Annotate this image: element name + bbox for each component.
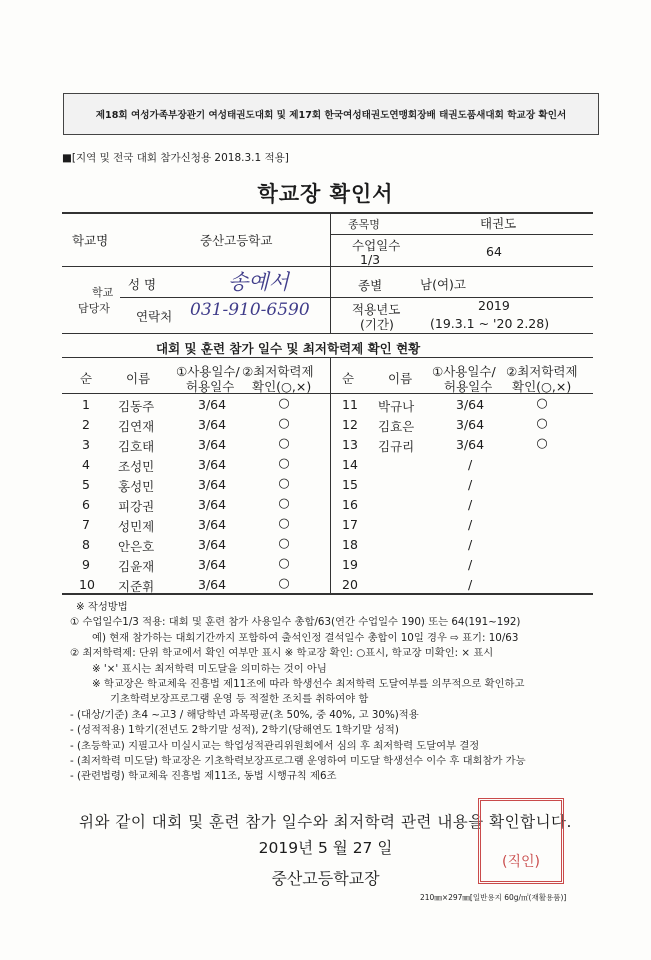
table-row-name: 김효은 <box>378 419 415 434</box>
table-row-no: 4 <box>82 457 90 472</box>
note-line: - (초등학교) 지필고사 미실시교는 학업성적관리위원회에서 심의 후 최저학력 도달여부 결정 <box>70 739 480 752</box>
year-value: 2019 <box>478 298 510 313</box>
note-line: ② 최저학력제: 단위 학교에서 확인 여부만 표시 ※ 학교장 확인: ○표시, 학교장 미확인: × 표시 <box>70 647 494 660</box>
table-row-no: 16 <box>342 497 358 512</box>
table-row-days: 3/64 <box>198 577 227 592</box>
note-line: 기초학력보장프로그램 운영 등 적절한 조치를 취하여야 함 <box>110 693 369 706</box>
table-row-days: 3/64 <box>456 417 485 432</box>
table-row-name: 피강권 <box>118 499 155 514</box>
table-row-days: / <box>468 477 473 492</box>
header-min-right-2: 확인(○,×) <box>512 379 572 394</box>
table-row-check: ○ <box>278 556 290 571</box>
table-row-days: 3/64 <box>198 537 227 552</box>
rule-table-title-bottom <box>62 357 593 358</box>
header-days-right-2: 허용일수 <box>444 379 493 394</box>
confirm-statement: 위와 같이 대회 및 훈련 참가 일수와 최저학력 관련 내용을 확인합니다. <box>79 813 572 831</box>
table-row-days: 3/64 <box>456 397 485 412</box>
manager-label-1: 학교 <box>92 286 114 299</box>
table-row-days: 3/64 <box>198 557 227 572</box>
paper-spec: 210㎜×297㎜[일반용지 60g/㎡(재활용품)] <box>420 893 567 902</box>
table-row-no: 3 <box>82 437 90 452</box>
table-row-check: ○ <box>278 576 290 591</box>
note-line: 예) 현재 참가하는 대회기간까지 포함하여 출석인정 결석일수 총합이 10일 경우 ⇨ 표기: 10/63 <box>92 631 519 644</box>
table-row-no: 19 <box>342 557 358 572</box>
table-row-check: ○ <box>536 396 548 411</box>
header-no-right: 순 <box>342 371 355 386</box>
table-row-check: ○ <box>278 456 290 471</box>
header-days-right-1: ①사용일수/ <box>432 364 496 379</box>
rule-vertical-table <box>330 357 331 593</box>
days-label-1: 수업일수 <box>352 238 401 253</box>
header-min-right-1: ②최저학력제 <box>506 364 578 379</box>
event-label: 종목명 <box>348 218 380 231</box>
table-row-days: 3/64 <box>198 497 227 512</box>
table-row-days: 3/64 <box>198 517 227 532</box>
note-line: - (대상/기준) 초4 ~고3 / 해당학년 과목평균(초 50%, 중 40%, 고 30%)적용 <box>70 708 419 721</box>
table-row-no: 6 <box>82 497 90 512</box>
table-row-no: 20 <box>342 577 358 592</box>
name-value: 송예서 <box>228 270 289 294</box>
issue-date: 2019년 5 월 27 일 <box>258 839 393 857</box>
days-label-2: 1/3 <box>360 252 381 267</box>
table-row-name: 김규리 <box>378 439 415 454</box>
year-label-2: (기간) <box>360 317 394 332</box>
table-row-no: 5 <box>82 477 90 492</box>
header-name-right: 이름 <box>388 371 413 386</box>
table-row-no: 13 <box>342 437 358 452</box>
table-row-name: 김호태 <box>118 439 155 454</box>
table-row-check: ○ <box>278 536 290 551</box>
rule-school-bottom <box>62 266 593 267</box>
table-row-days: 3/64 <box>198 417 227 432</box>
header-name-left: 이름 <box>126 371 151 386</box>
school-value: 중산고등학교 <box>200 233 273 248</box>
table-row-name: 조성민 <box>118 459 155 474</box>
table-row-no: 10 <box>79 577 95 592</box>
table-row-check: ○ <box>278 436 290 451</box>
table-row-name: 김동주 <box>118 399 155 414</box>
table-row-days: / <box>468 517 473 532</box>
note-line: - (성적적용) 1학기(전년도 2학기말 성적), 2학기(당해연도 1학기말 성적) <box>70 724 399 737</box>
header-min-left-2: 확인(○,×) <box>252 379 312 394</box>
gender-value: 남(여)고 <box>420 277 466 292</box>
table-row-no: 17 <box>342 517 358 532</box>
table-row-days: / <box>468 457 473 472</box>
table-row-no: 2 <box>82 417 90 432</box>
event-banner-text: 제18회 여성가족부장관기 여성태권도대회 및 제17회 한국여성태권도연맹회장배 태권도품새대회 학교장 확인서 <box>95 110 567 121</box>
note-line: ① 수업일수1/3 적용: 대회 및 훈련 참가 사용일수 총합/63(연간 수업일수 190) 또는 64(191~192) <box>70 616 521 629</box>
header-min-left-1: ②최저학력제 <box>242 364 314 379</box>
table-row-no: 14 <box>342 457 358 472</box>
table-row-days: 3/64 <box>198 437 227 452</box>
gender-label: 종별 <box>358 278 383 293</box>
year-label-1: 적용년도 <box>352 302 401 317</box>
table-row-name: 성민제 <box>118 519 155 534</box>
manager-label-2: 담당자 <box>78 302 110 315</box>
table-row-name: 안은호 <box>118 539 155 554</box>
table-row-name: 홍성민 <box>118 479 155 494</box>
rule-manager-bottom <box>62 333 593 334</box>
rule-mid-right <box>330 234 593 235</box>
contact-value: 031-910-6590 <box>190 300 310 320</box>
days-value: 64 <box>486 244 502 259</box>
scope-note: ■[지역 및 전국 대회 참가신청용 2018.3.1 적용] <box>62 152 289 164</box>
event-banner <box>63 93 599 135</box>
table-row-no: 1 <box>82 397 90 412</box>
note-line: - (관련법령) 학교체육 진흥법 제11조, 동법 시행규칙 제6조 <box>70 770 337 783</box>
table-row-no: 8 <box>82 537 90 552</box>
notes-section <box>70 600 630 785</box>
table-row-days: 3/64 <box>198 477 227 492</box>
table-row-check: ○ <box>278 416 290 431</box>
table-row-no: 15 <box>342 477 358 492</box>
official-seal <box>478 798 564 884</box>
table-row-days: / <box>468 557 473 572</box>
table-row-no: 11 <box>342 397 358 412</box>
table-row-check: ○ <box>278 396 290 411</box>
table-row-days: 3/64 <box>456 437 485 452</box>
page-title: 학교장 확인서 <box>257 182 394 206</box>
table-row-check: ○ <box>536 436 548 451</box>
table-row-name: 김연재 <box>118 419 155 434</box>
note-line: ※ '×' 표시는 최저학력 미도달을 의미하는 것이 아님 <box>92 662 327 675</box>
table-row-check: ○ <box>278 516 290 531</box>
rule-vertical-mid <box>330 212 331 333</box>
table-row-days: / <box>468 497 473 512</box>
name-label: 성 명 <box>128 277 157 292</box>
table-row-check: ○ <box>278 496 290 511</box>
table-row-no: 12 <box>342 417 358 432</box>
rule-manager-mid <box>120 297 593 298</box>
note-line: - (최저학력 미도달) 학교장은 기초학력보장프로그램 운영하여 미도달 학생선수 이수 후 대회참가 가능 <box>70 755 526 768</box>
seal-label: (직인) <box>502 854 540 870</box>
table-row-days: / <box>468 537 473 552</box>
table-row-name: 김윤재 <box>118 559 155 574</box>
contact-label: 연락처 <box>136 309 173 324</box>
table-row-days: / <box>468 577 473 592</box>
table-row-name: 지준휘 <box>118 579 155 594</box>
header-days-left-2: 허용일수 <box>186 379 235 394</box>
event-value: 태권도 <box>480 216 517 231</box>
period-value: (19.3.1 ~ '20 2.28) <box>430 316 550 331</box>
table-row-check: ○ <box>278 476 290 491</box>
notes-heading: ※ 작성방법 <box>76 601 128 613</box>
header-no-left: 순 <box>80 371 93 386</box>
note-line: ※ 학교장은 학교체육 진흥법 제11조에 따라 학생선수 최저학력 도달여부를 의무적으로 확인하고 <box>92 678 525 691</box>
school-label: 학교명 <box>72 233 109 248</box>
table-row-check: ○ <box>536 416 548 431</box>
principal-name: 중산고등학교장 <box>271 869 380 888</box>
table-title: 대회 및 훈련 참가 일수 및 최저학력제 확인 현황 <box>156 341 421 356</box>
table-row-no: 18 <box>342 537 358 552</box>
table-row-days: 3/64 <box>198 397 227 412</box>
table-row-no: 7 <box>82 517 90 532</box>
header-days-left-1: ①사용일수/ <box>176 364 240 379</box>
table-row-name: 박규나 <box>378 399 415 414</box>
table-row-days: 3/64 <box>198 457 227 472</box>
table-row-no: 9 <box>82 557 90 572</box>
